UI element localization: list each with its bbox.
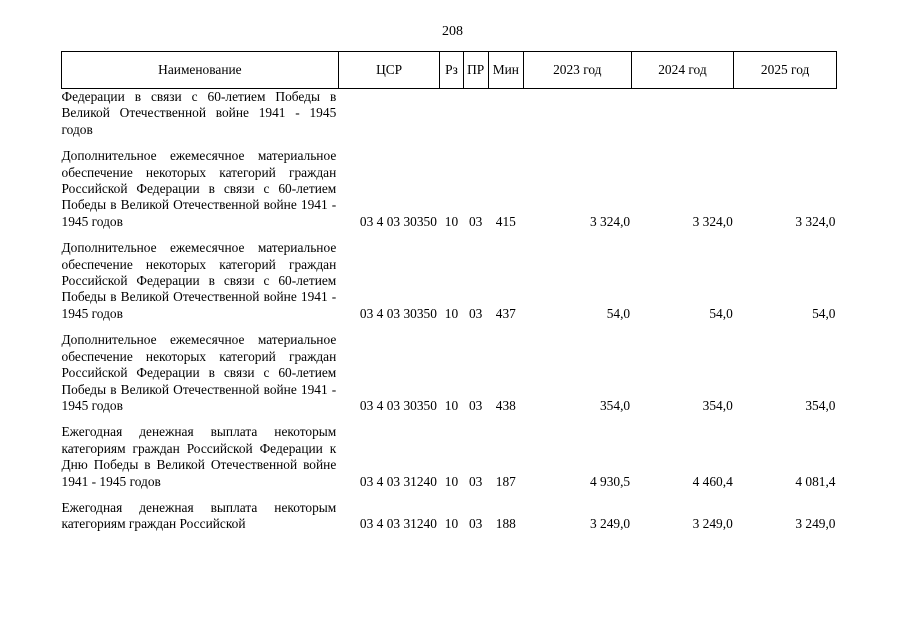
row-name: Ежегодная денежная выплата некоторым категориям граждан Российской [61,499,337,532]
row-name: Ежегодная денежная выплата некоторым категориям граждан Российской Федерации к Дню Победы в Великой Отечественной войне 1941 - 1945 годов [61,424,337,489]
row-min: 188 [495,516,516,532]
row-pr: 03 [468,473,483,489]
row-min: 415 [495,213,516,229]
header-2025: 2025 год [734,52,837,89]
row-min: 437 [495,305,516,321]
row-2024: 4 460,4 [692,473,733,489]
row-csr: 03 4 03 30350 [359,305,437,321]
row-2025: 54,0 [812,305,836,321]
row-rz [440,89,463,139]
row-name: Дополнительное ежемесячное материальное обеспечение некоторых категорий граждан Российской Федерации в связи с 60-летием Победы в Великой Отечественной войне 1941 - 1945 годов [61,240,337,321]
header-pr: ПР [463,52,488,89]
row-min: 187 [495,473,516,489]
row-name: Дополнительное ежемесячное материальное обеспечение некоторых категорий граждан Российской Федерации в связи с 60-летием Победы в Великой Отечественной войне 1941 - 1945 годов [61,148,337,229]
row-2024: 3 324,0 [692,213,733,229]
row-rz: 10 [444,473,459,489]
row-csr: 03 4 03 30350 [359,397,437,413]
row-pr: 03 [468,213,483,229]
table-header [62,52,837,89]
row-2024: 354,0 [702,397,733,413]
header-csr: ЦСР [338,52,440,89]
row-2025 [734,89,837,139]
row-pr: 03 [468,305,483,321]
row-min [488,89,523,139]
header-2023: 2023 год [523,52,631,89]
row-2024 [631,89,734,139]
row-csr: 03 4 03 31240 [359,516,437,532]
row-csr: 03 4 03 30350 [359,213,437,229]
row-min: 438 [495,397,516,413]
table-row [62,490,837,533]
table-row [62,414,837,490]
header-2024: 2024 год [631,52,734,89]
row-pr: 03 [468,397,483,413]
row-2023: 3 249,0 [589,516,631,532]
table-row [62,230,837,322]
header-name: Наименование [62,52,339,89]
row-name: Дополнительное ежемесячное материальное обеспечение некоторых категорий граждан Российской Федерации в связи с 60-летием Победы в Великой Отечественной войне 1941 - 1945 годов [61,332,337,413]
header-rz: Рз [440,52,463,89]
row-2023 [523,89,631,139]
row-rz: 10 [444,213,459,229]
page-number: 208 [442,24,463,39]
row-rz: 10 [444,305,459,321]
row-csr: 03 4 03 31240 [359,473,437,489]
row-2024: 3 249,0 [692,516,733,532]
row-2025: 4 081,4 [795,473,836,489]
table-body [62,89,837,533]
row-pr: 03 [468,516,483,532]
row-2023: 3 324,0 [589,213,631,229]
row-2025: 3 249,0 [795,516,836,532]
row-pr [463,89,488,139]
table-row [62,322,837,414]
row-2023: 54,0 [606,305,631,321]
row-rz: 10 [444,516,459,532]
table-row [62,138,837,230]
row-rz: 10 [444,397,459,413]
budget-table [61,51,837,533]
row-name: Федерации в связи с 60-летием Победы в Великой Отечественной войне 1941 - 1945 годов [61,89,337,137]
row-csr [338,89,440,139]
row-2025: 3 324,0 [795,213,836,229]
row-2025: 354,0 [805,397,836,413]
row-2023: 354,0 [599,397,631,413]
header-min: Мин [488,52,523,89]
row-2023: 4 930,5 [589,473,631,489]
row-2024: 54,0 [709,305,733,321]
table-row [62,89,837,139]
